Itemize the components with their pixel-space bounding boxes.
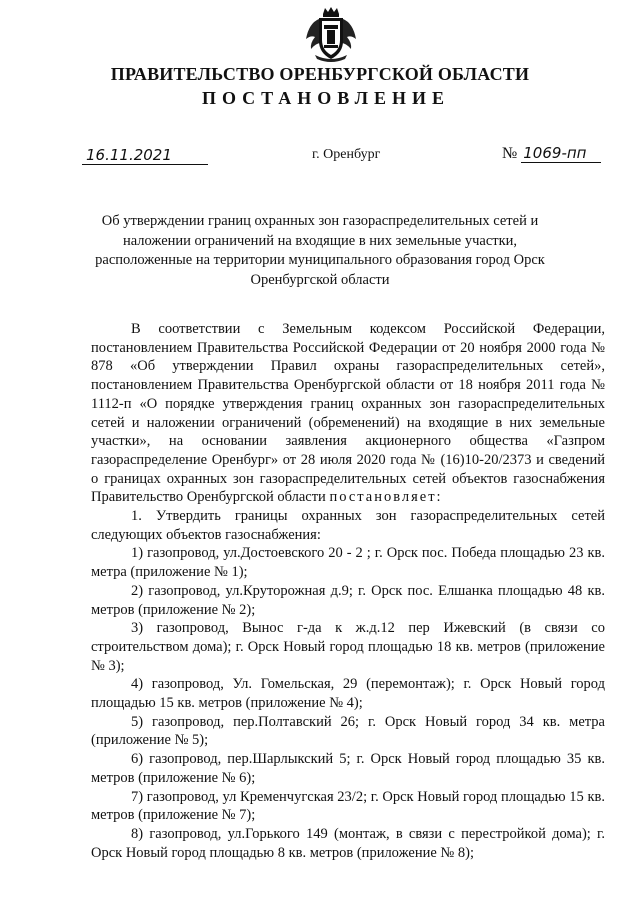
list-item: 8) газопровод, ул.Горького 149 (монтаж, в связи с перестройкой дома); г. Орск Новый город площадью 8 кв. метров (приложение № 8); bbox=[91, 825, 605, 861]
document-number: 1069-пп bbox=[521, 144, 601, 163]
document-number-field bbox=[502, 144, 601, 163]
list-item: 6) газопровод, пер.Шарлыкский 5; г. Орск Новый город площадью 35 кв. метров (приложение № 6); bbox=[91, 751, 605, 786]
document-city: г. Оренбург bbox=[312, 147, 381, 162]
list-item: 3) газопровод, Вынос г-да к ж.д.12 пер Ижевский (в связи со строительством дома); г. Орск Новый город площадью 18 кв. метров (приложение № 3); bbox=[91, 620, 605, 674]
document-body bbox=[91, 320, 605, 862]
list-item: 5) газопровод, пер.Полтавский 26; г. Орск Новый город 34 кв. метра (приложение № 5); bbox=[91, 713, 605, 749]
government-title: ПРАВИТЕЛЬСТВО ОРЕНБУРГСКОЙ ОБЛАСТИ bbox=[110, 64, 530, 84]
list-item: 1) газопровод, ул.Достоевского 20 - 2 ; г. Орск пос. Победа площадью 23 кв. метра (приложение № 1); bbox=[91, 545, 605, 581]
document-subject: Об утверждении границ охранных зон газораспределительных сетей и наложении ограничений на входящие в них земельные участки, расположенные на территории муниципального образования город Орск Оренбургской области bbox=[95, 213, 545, 288]
decree-word: постановляет: bbox=[329, 489, 443, 506]
document-type-heading: ПОСТАНОВЛЕНИЕ bbox=[201, 88, 451, 108]
list-item: 2) газопровод, ул.Круторожная д.9; г. Орск пос. Елшанка площадью 48 кв. метров (приложение № 2); bbox=[91, 582, 605, 618]
list-item: 4) газопровод, Ул. Гомельская, 29 (перемонтаж); г. Орск Новый город площадью 15 кв. метров (приложение № 4); bbox=[91, 676, 605, 712]
preamble-paragraph bbox=[91, 320, 605, 507]
preamble-text: В соответствии с Земельным кодексом Российской Федерации, постановлением Правительства Российской Федерации от 20 ноября 2000 года № 878 «Об утверждении Правил охраны газораспределительных сетей», постановлением Правительства Оренбургской области от 18 ноября 2011 года № 1112-п «О порядке утверждения границ охранных зон газораспределительных сетей и наложении ограничений (обременений) на входящие в них земельные участки», на основании заявления акционерного общества «Газпром газораспределение Оренбург» от 28 июля 2020 года № (16)10-20/2373 и сведений о границах охранных зон газораспределительных сетей объектов газоснабжения Правительство Оренбургской области bbox=[91, 321, 605, 506]
number-sign: № bbox=[502, 145, 518, 162]
list-item: 7) газопровод, ул Кременчугская 23/2; г. Орск Новый город площадью 15 кв. метров (приложение № 7); bbox=[91, 788, 605, 824]
document-date: 16.11.2021 bbox=[82, 146, 208, 165]
coat-of-arms-icon bbox=[301, 5, 361, 63]
clause-1: 1. Утвердить границы охранных зон газораспределительных сетей следующих объектов газоснабжения: bbox=[91, 508, 605, 543]
